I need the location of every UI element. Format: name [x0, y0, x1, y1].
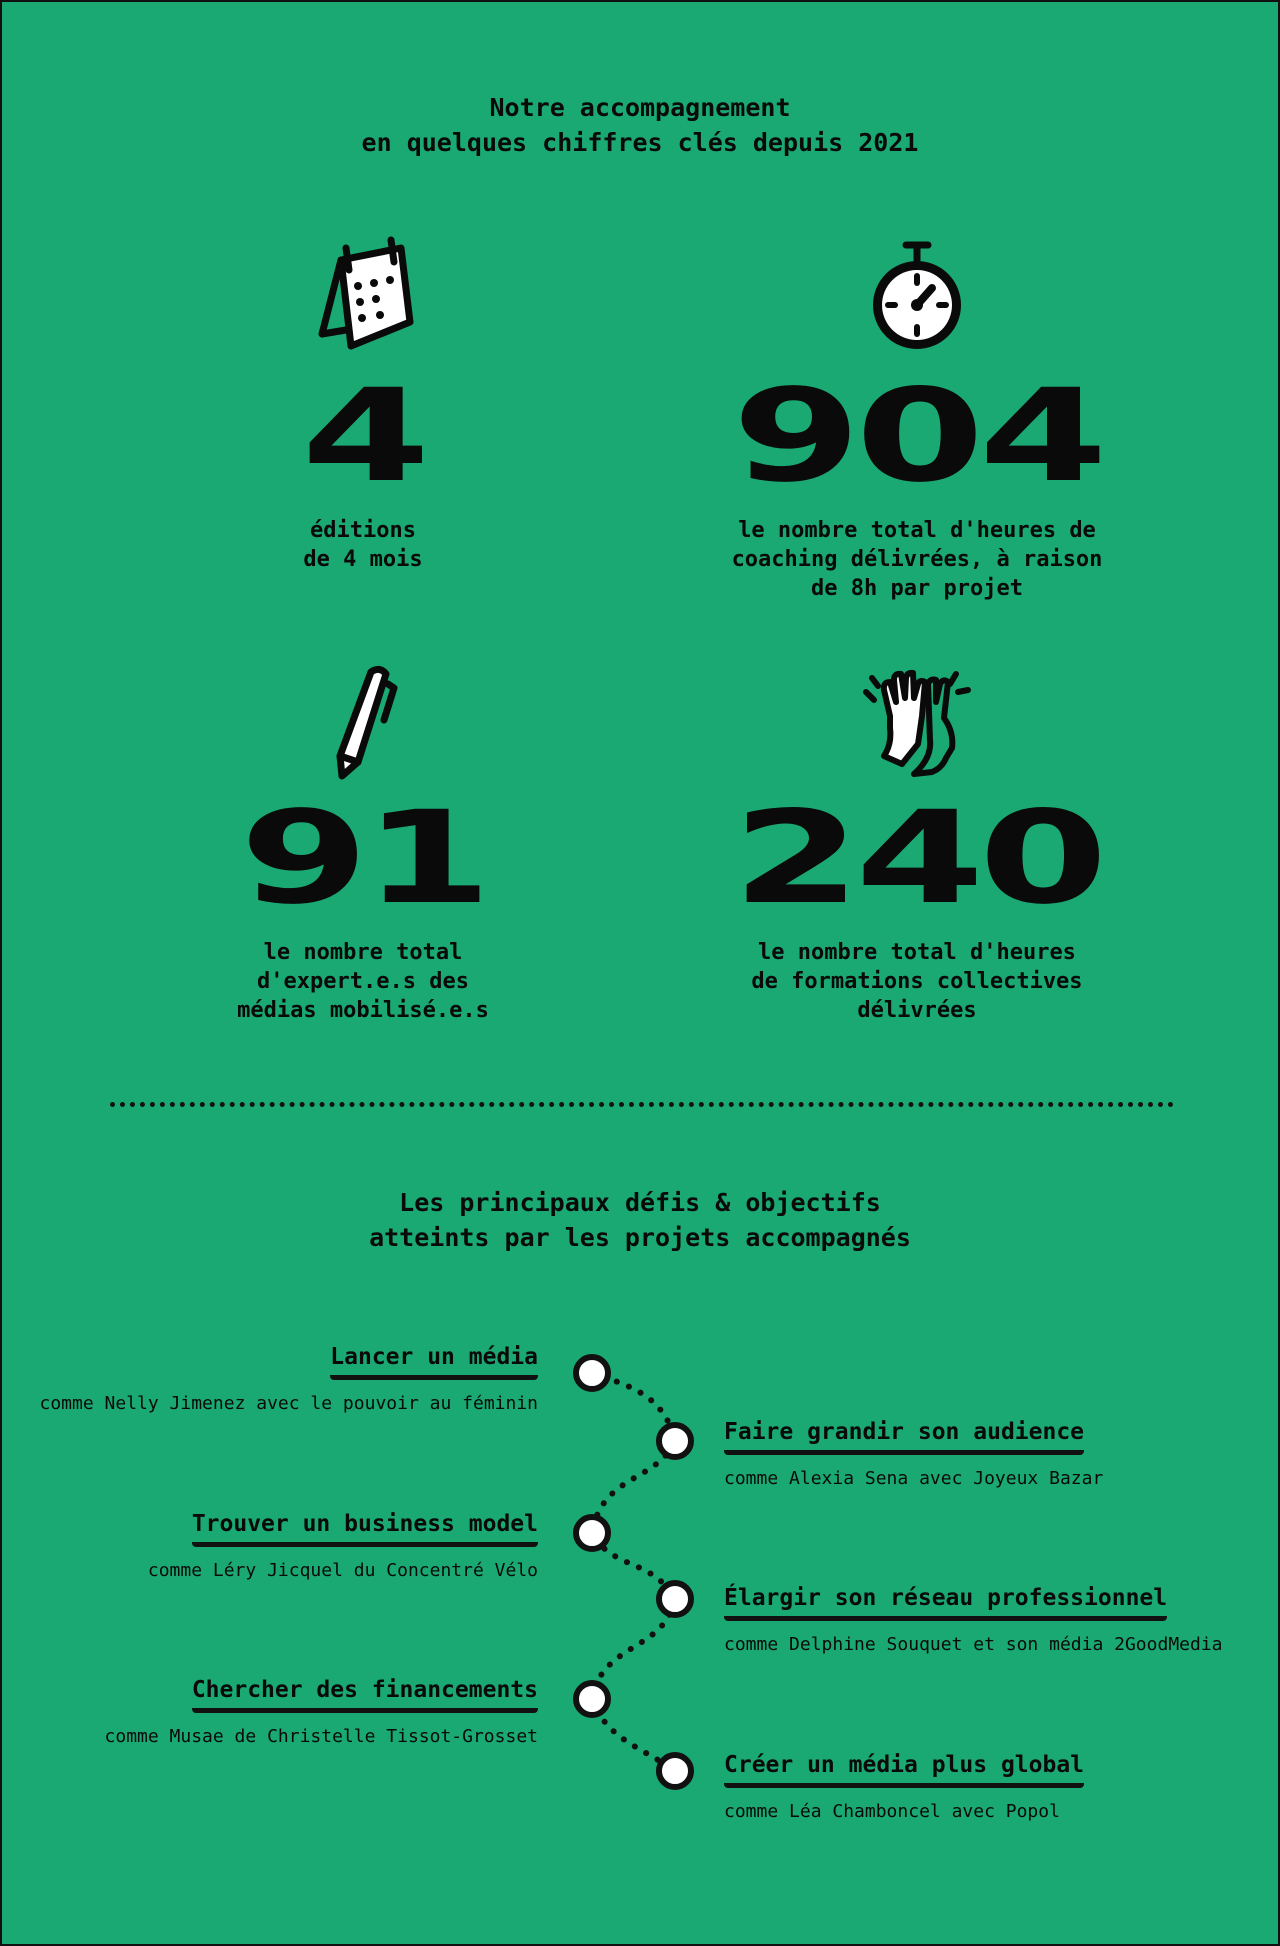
milestone-6 [724, 1750, 1084, 1824]
milestone-dot-5 [576, 1683, 608, 1715]
milestone-3 [148, 1509, 538, 1583]
milestone-label: Élargir son réseau professionnel [724, 1583, 1167, 1621]
objectives-title-line-2: atteints par les projets accompagnés [369, 1223, 911, 1252]
milestone-example: comme Musae de Christelle Tissot-Grosset [104, 1726, 538, 1747]
milestone-example: comme Alexia Sena avec Joyeux Bazar [724, 1468, 1104, 1489]
stat-description: le nombre total d'expert.e.s des médias mobilisé.e.s [237, 940, 489, 1023]
milestone-dot-4 [659, 1583, 691, 1615]
milestone-example: comme Léry Jicquel du Concentré Vélo [147, 1560, 538, 1581]
stat-value: 91 [239, 784, 487, 933]
stat-value: 240 [731, 784, 1103, 933]
milestone-4 [724, 1583, 1223, 1657]
milestone-label: Chercher des financements [192, 1675, 538, 1713]
milestone-dot-6 [659, 1755, 691, 1787]
stat-value: 4 [301, 362, 425, 511]
milestone-dot-2 [659, 1425, 691, 1457]
milestone-label: Faire grandir son audience [724, 1417, 1084, 1455]
stats-title-line-1: Notre accompagnement [489, 93, 791, 122]
milestone-1 [40, 1342, 539, 1416]
milestone-example: comme Léa Chamboncel avec Popol [724, 1801, 1060, 1822]
milestone-dot-1 [576, 1357, 608, 1389]
stat-value: 904 [731, 362, 1103, 511]
stat-description: éditions de 4 mois [303, 518, 423, 572]
milestone-label: Trouver un business model [192, 1509, 538, 1547]
milestone-dot-3 [576, 1517, 608, 1549]
milestone-example: comme Delphine Souquet et son média 2GoodMedia [724, 1634, 1223, 1655]
objectives-title-line-1: Les principaux défis & objectifs [399, 1188, 881, 1217]
milestone-2 [724, 1417, 1103, 1491]
stat-description: le nombre total d'heures de formations collectives délivrées [751, 940, 1083, 1023]
milestone-label: Lancer un média [330, 1342, 538, 1380]
milestone-example: comme Nelly Jimenez avec le pouvoir au féminin [39, 1393, 538, 1414]
stats-title-line-2: en quelques chiffres clés depuis 2021 [361, 128, 919, 157]
stat-description: le nombre total d'heures de coaching délivrées, à raison de 8h par projet [731, 518, 1103, 601]
milestone-label: Créer un média plus global [724, 1750, 1084, 1788]
milestone-5 [105, 1675, 538, 1749]
